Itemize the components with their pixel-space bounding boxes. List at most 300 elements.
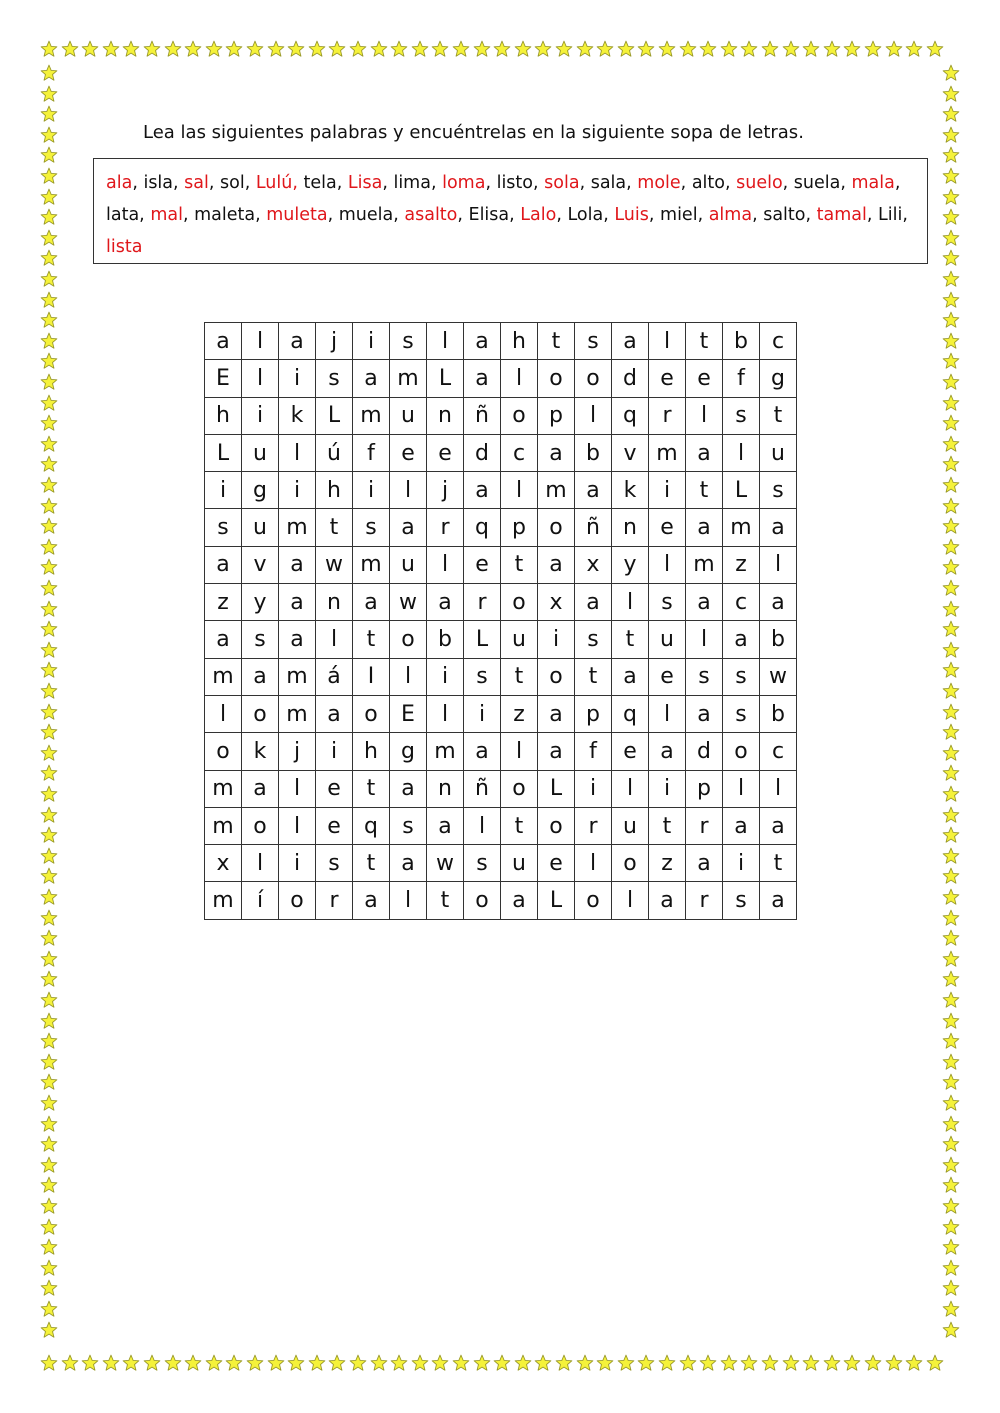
star-icon [40,476,58,494]
grid-cell: a [279,584,316,621]
word-list-item: maleta [194,205,256,225]
star-icon [576,40,594,58]
grid-cell: o [501,397,538,434]
grid-cell: s [723,397,760,434]
star-icon [308,40,326,58]
grid-row [205,434,797,471]
star-icon [40,826,58,844]
star-icon [40,888,58,906]
star-icon [942,85,960,103]
word-list-item: loma [442,173,486,193]
star-icon [942,105,960,123]
star-icon [942,888,960,906]
star-icon [823,40,841,58]
grid-cell: o [538,807,575,844]
grid-cell: l [242,323,279,360]
star-icon [942,332,960,350]
star-icon [40,970,58,988]
star-icon [143,40,161,58]
grid-cell: o [279,882,316,919]
grid-cell: s [723,658,760,695]
star-icon [942,352,960,370]
word-list-item: mal [150,205,183,225]
grid-cell: s [760,472,797,509]
grid-cell: o [390,621,427,658]
grid-cell: e [427,434,464,471]
grid-cell: a [427,584,464,621]
grid-cell: l [501,472,538,509]
star-icon [225,40,243,58]
grid-cell: d [464,434,501,471]
grid-cell: a [686,584,723,621]
grid-cell: q [464,509,501,546]
grid-cell: a [464,323,501,360]
star-icon [942,1300,960,1318]
star-icon [942,455,960,473]
grid-cell: n [612,509,649,546]
grid-cell: b [427,621,464,658]
grid-cell: y [612,546,649,583]
grid-cell: p [686,770,723,807]
grid-cell: l [390,882,427,919]
star-border-bottom [36,1350,964,1376]
grid-cell: i [464,695,501,732]
word-list: ala, isla, sal, sol, Lulú, tela, Lisa, lima, loma, listo, sola, sala, mole, alto, suelo, suela, mala, lata, mal, maleta, muleta, muela, asalto, Elisa, Lalo, Lola, Luis, miel, alma, salto, tamal, Lili, lista [106,173,908,257]
grid-cell: w [427,845,464,882]
word-list-item: miel [660,205,698,225]
grid-cell: z [501,695,538,732]
grid-cell: a [760,584,797,621]
star-icon [493,1354,511,1372]
grid-cell: l [279,807,316,844]
grid-cell: a [464,472,501,509]
grid-cell: l [279,770,316,807]
grid-cell: m [353,546,390,583]
star-icon [555,1354,573,1372]
star-icon [349,40,367,58]
grid-cell: m [205,882,242,919]
grid-cell: b [760,695,797,732]
star-icon [942,847,960,865]
grid-cell: r [686,807,723,844]
grid-cell: a [316,695,353,732]
star-icon [370,40,388,58]
grid-cell: l [760,546,797,583]
grid-cell: m [649,434,686,471]
grid-cell: m [205,658,242,695]
word-list-item: salto [763,205,806,225]
star-icon [40,991,58,1009]
word-list-item: lata [106,205,140,225]
star-icon [40,414,58,432]
word-list-item: asalto [404,205,458,225]
star-icon [411,1354,429,1372]
grid-cell: x [538,584,575,621]
star-icon [637,40,655,58]
star-icon [885,40,903,58]
star-icon [40,1197,58,1215]
star-icon [617,1354,635,1372]
grid-cell: s [686,658,723,695]
star-icon [637,1354,655,1372]
grid-cell: b [723,323,760,360]
star-icon [40,558,58,576]
star-icon [658,1354,676,1372]
grid-cell: á [316,658,353,695]
grid-cell: p [575,695,612,732]
grid-cell: e [538,845,575,882]
word-list-item: listo [496,173,533,193]
grid-cell: m [390,360,427,397]
grid-cell: h [316,472,353,509]
grid-row [205,472,797,509]
star-icon [40,249,58,267]
star-icon [942,641,960,659]
grid-cell: a [649,733,686,770]
star-icon [40,64,58,82]
star-icon [699,40,717,58]
grid-cell: l [390,472,427,509]
star-icon [740,40,758,58]
star-icon [40,538,58,556]
star-icon [40,1238,58,1256]
word-list-item: Elisa [468,205,510,225]
word-list-item: muela [338,205,394,225]
grid-cell: z [649,845,686,882]
star-icon [40,641,58,659]
grid-cell: a [612,658,649,695]
star-icon [122,40,140,58]
star-icon [40,1115,58,1133]
word-list-item: lista [106,237,143,257]
grid-cell: e [316,807,353,844]
grid-cell: l [649,323,686,360]
star-icon [225,1354,243,1372]
grid-row [205,882,797,919]
grid-cell: h [353,733,390,770]
star-icon [942,538,960,556]
grid-cell: o [242,807,279,844]
grid-cell: o [501,770,538,807]
grid-cell: a [390,770,427,807]
star-icon [40,126,58,144]
word-list-item: tamal [816,205,867,225]
grid-cell: i [353,472,390,509]
star-icon [81,1354,99,1372]
star-icon [308,1354,326,1372]
star-icon [40,435,58,453]
grid-cell: a [686,845,723,882]
grid-cell: t [575,658,612,695]
star-border-top [36,36,964,62]
grid-cell: y [242,584,279,621]
star-icon [942,497,960,515]
grid-cell: L [427,360,464,397]
grid-row [205,807,797,844]
grid-cell: e [612,733,649,770]
star-icon [40,1053,58,1071]
grid-cell: o [501,584,538,621]
star-icon [926,1354,944,1372]
grid-cell: u [612,807,649,844]
star-icon [926,40,944,58]
star-icon [942,785,960,803]
grid-cell: n [427,770,464,807]
star-icon [576,1354,594,1372]
star-icon [942,476,960,494]
star-icon [942,970,960,988]
star-icon [942,620,960,638]
grid-cell: r [649,397,686,434]
grid-cell: d [612,360,649,397]
star-icon [40,1300,58,1318]
grid-cell: a [464,733,501,770]
grid-cell: t [538,323,575,360]
star-icon [534,40,552,58]
star-icon [40,1156,58,1174]
star-icon [40,1259,58,1277]
star-icon [40,867,58,885]
grid-cell: e [464,546,501,583]
grid-row [205,584,797,621]
grid-cell: l [575,845,612,882]
star-icon [761,40,779,58]
grid-cell: t [501,546,538,583]
star-icon [267,40,285,58]
star-icon [864,40,882,58]
star-icon [942,579,960,597]
star-icon [61,1354,79,1372]
star-icon [514,40,532,58]
word-list-item: sola [544,173,580,193]
grid-cell: g [390,733,427,770]
grid-cell: f [575,733,612,770]
grid-cell: l [242,845,279,882]
star-icon [164,1354,182,1372]
word-list-item: Lisa [347,173,383,193]
star-icon [942,991,960,1009]
star-border-left [36,62,62,1350]
grid-cell: a [723,621,760,658]
star-icon [942,826,960,844]
word-list-item: alma [708,205,753,225]
grid-cell: l [316,621,353,658]
grid-cell: o [353,695,390,732]
star-icon [942,1135,960,1153]
grid-cell: s [316,360,353,397]
star-icon [473,1354,491,1372]
grid-cell: p [501,509,538,546]
star-icon [823,1354,841,1372]
star-icon [942,1259,960,1277]
grid-cell: n [427,397,464,434]
grid-cell: t [501,807,538,844]
star-icon [40,1032,58,1050]
star-icon [864,1354,882,1372]
grid-cell: a [723,807,760,844]
grid-cell: s [390,807,427,844]
grid-cell: m [279,695,316,732]
star-icon [942,394,960,412]
grid-cell: s [575,621,612,658]
grid-cell: l [427,695,464,732]
grid-cell: o [464,882,501,919]
grid-cell: i [575,770,612,807]
grid-cell: i [427,658,464,695]
grid-cell: a [760,807,797,844]
star-icon [942,1218,960,1236]
star-icon [942,373,960,391]
star-icon [942,1094,960,1112]
grid-cell: ñ [575,509,612,546]
star-icon [942,682,960,700]
grid-cell: o [575,882,612,919]
grid-cell: o [575,360,612,397]
grid-cell: a [242,770,279,807]
star-icon [942,1032,960,1050]
grid-cell: q [612,397,649,434]
grid-cell: a [686,509,723,546]
star-icon [699,1354,717,1372]
grid-cell: r [427,509,464,546]
word-list-item: suelo [736,173,783,193]
grid-cell: L [205,434,242,471]
grid-cell: s [723,695,760,732]
grid-cell: s [723,882,760,919]
grid-cell: o [723,733,760,770]
grid-cell: m [279,658,316,695]
grid-cell: l [464,807,501,844]
grid-row [205,733,797,770]
grid-row [205,397,797,434]
word-list-item: tela [303,173,337,193]
star-icon [802,40,820,58]
grid-cell: a [279,323,316,360]
star-icon [942,1197,960,1215]
star-icon [40,1218,58,1236]
grid-cell: i [279,360,316,397]
grid-cell: i [279,845,316,882]
grid-cell: t [686,323,723,360]
grid-cell: a [205,546,242,583]
star-icon [942,188,960,206]
grid-cell: l [427,546,464,583]
star-icon [61,40,79,58]
star-icon [740,1354,758,1372]
grid-cell: u [390,546,427,583]
grid-cell: l [427,323,464,360]
star-icon [942,950,960,968]
star-icon [40,394,58,412]
star-icon [40,40,58,58]
grid-cell: a [464,360,501,397]
grid-cell: t [686,472,723,509]
star-icon [942,867,960,885]
star-icon [328,40,346,58]
star-icon [679,1354,697,1372]
star-icon [942,723,960,741]
star-icon [40,909,58,927]
star-icon [514,1354,532,1372]
star-icon [942,64,960,82]
star-icon [885,1354,903,1372]
star-icon [40,847,58,865]
star-icon [942,1073,960,1091]
grid-cell: a [538,434,575,471]
star-icon [81,40,99,58]
grid-cell: e [316,770,353,807]
grid-cell: l [612,770,649,807]
star-icon [287,1354,305,1372]
grid-row [205,695,797,732]
grid-cell: n [316,584,353,621]
grid-cell: l [242,360,279,397]
star-icon [40,950,58,968]
grid-cell: e [649,658,686,695]
grid-cell: o [242,695,279,732]
grid-cell: i [205,472,242,509]
star-icon [942,167,960,185]
star-icon [942,311,960,329]
grid-cell: o [538,360,575,397]
star-icon [205,40,223,58]
grid-cell: l [723,770,760,807]
grid-cell: a [760,509,797,546]
grid-cell: E [390,695,427,732]
grid-cell: i [279,472,316,509]
star-icon [349,1354,367,1372]
star-icon [942,806,960,824]
grid-cell: o [205,733,242,770]
grid-cell: t [760,397,797,434]
grid-cell: i [316,733,353,770]
word-list-item: Luis [614,205,649,225]
star-icon [942,1176,960,1194]
grid-cell: j [279,733,316,770]
word-list-item: lima [393,173,431,193]
star-icon [761,1354,779,1372]
grid-cell: l [501,360,538,397]
grid-row [205,658,797,695]
grid-cell: l [390,658,427,695]
grid-cell: r [575,807,612,844]
star-icon [40,806,58,824]
star-icon [942,703,960,721]
star-icon [40,1279,58,1297]
grid-cell: w [316,546,353,583]
grid-cell: t [353,770,390,807]
grid-cell: x [205,845,242,882]
star-icon [370,1354,388,1372]
grid-cell: a [686,434,723,471]
star-icon [942,126,960,144]
word-list-item: mole [637,173,681,193]
grid-cell: x [575,546,612,583]
grid-cell: k [279,397,316,434]
grid-cell: a [575,472,612,509]
grid-cell: a [205,323,242,360]
grid-cell: l [205,695,242,732]
grid-cell: v [242,546,279,583]
grid-cell: t [353,845,390,882]
star-icon [40,1135,58,1153]
star-icon [452,1354,470,1372]
star-icon [843,40,861,58]
grid-cell: l [649,546,686,583]
grid-cell: a [242,658,279,695]
word-list-item: Lulú, [255,173,298,193]
grid-cell: v [612,434,649,471]
